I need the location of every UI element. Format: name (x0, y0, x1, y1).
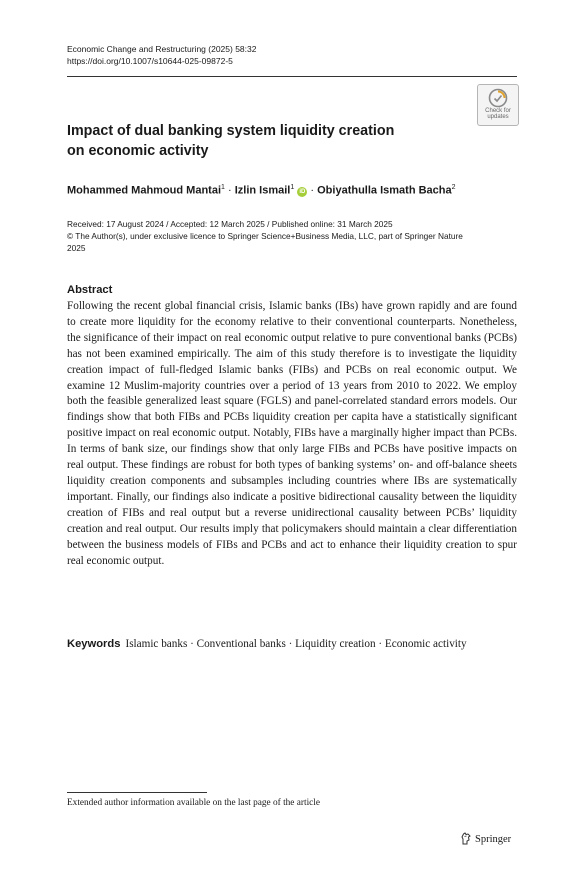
author-name: Obiyathulla Ismath Bacha (317, 184, 452, 197)
affiliation-marker: 1 (221, 184, 225, 191)
journal-citation: Economic Change and Restructuring (2025) 58:32 (67, 44, 257, 54)
keywords (67, 636, 517, 652)
title-line-2: on economic activity (67, 143, 209, 159)
abstract-heading: Abstract (67, 284, 113, 296)
keywords-text: Islamic banks · Conventional banks · Liquidity creation · Economic activity (125, 638, 467, 650)
abstract-text: Following the recent global financial crisis, Islamic banks (IBs) have grown rapidly and are found to create more liquidity for the economy relative to their conventional counterparts. Nonetheless, the significance of their impact on real economic output relative to pure conventional banks (PCBs) has not been examined empirically. The aim of this study therefore is to investigate the liquidity creation impact of full-fledged Islamic banks (FIBs) and PCBs on real economic output. We examine 12 Muslim-majority countries over a period of 13 years from 2010 to 2022. We employ both the feasible generalized least square (FGLS) and panel-correlated standard errors models. Our findings show that both FIBs and PCBs liquidity creation per capita have a statistically significant positive impact on real economic output. Notably, FIBs have a marginally higher impact than PCBs. In terms of bank size, our findings show that only large FIBs and PCBs have positive impacts on real output. These findings are robust for both types of banking systems’ on- and off-balance sheets liquidity creation components and subsamples including countries where IBs are systematically important. Finally, our findings also indicate a positive bidirectional causality between the liquidity creation of FIBs and real output but a reverse unidirectional causality between PCBs’ liquidity creation and real output. Our results imply that policymakers should maintain a clear differentiation between the business models of FIBs and PCBs and act to enhance their liquidity creation to spur real economic output. (67, 300, 517, 567)
publisher-logo (460, 832, 511, 847)
orcid-icon[interactable]: iD (299, 188, 306, 195)
check-label-line2: updates (487, 114, 509, 120)
footnote-rule (67, 792, 207, 793)
check-for-updates-icon (488, 88, 508, 108)
title-line-1: Impact of dual banking system liquidity creation (67, 123, 395, 139)
check-label-line1: Check for (485, 108, 511, 114)
header-rule (67, 76, 517, 77)
publication-dates: Received: 17 August 2024 / Accepted: 12 March 2025 / Published online: 31 March 2025 (67, 219, 393, 229)
article-history (67, 218, 527, 254)
copyright-line: © The Author(s), under exclusive licence to Springer Science+Business Media, LLC, part of Springer Nature (67, 231, 463, 241)
doi-link[interactable]: https://doi.org/10.1007/s10644-025-09872-5 (67, 56, 233, 66)
author-name: Mohammed Mahmoud Mantai (67, 184, 222, 197)
author-list (67, 180, 527, 199)
footnote: Extended author information available on the last page of the article (67, 798, 320, 808)
article-title (67, 121, 467, 161)
check-for-updates-badge[interactable] (477, 84, 519, 126)
author-separator: · (227, 184, 232, 197)
affiliation-marker: 1 (290, 184, 295, 191)
copyright-year: 2025 (67, 243, 86, 253)
journal-header (67, 43, 256, 67)
author-name: Izlin Ismail (234, 184, 291, 197)
affiliation-marker: 2 (451, 184, 456, 191)
publisher-name: Springer (475, 834, 512, 845)
keywords-label: Keywords (67, 638, 121, 650)
author-separator: · (310, 184, 315, 197)
springer-horse-icon (460, 832, 472, 845)
